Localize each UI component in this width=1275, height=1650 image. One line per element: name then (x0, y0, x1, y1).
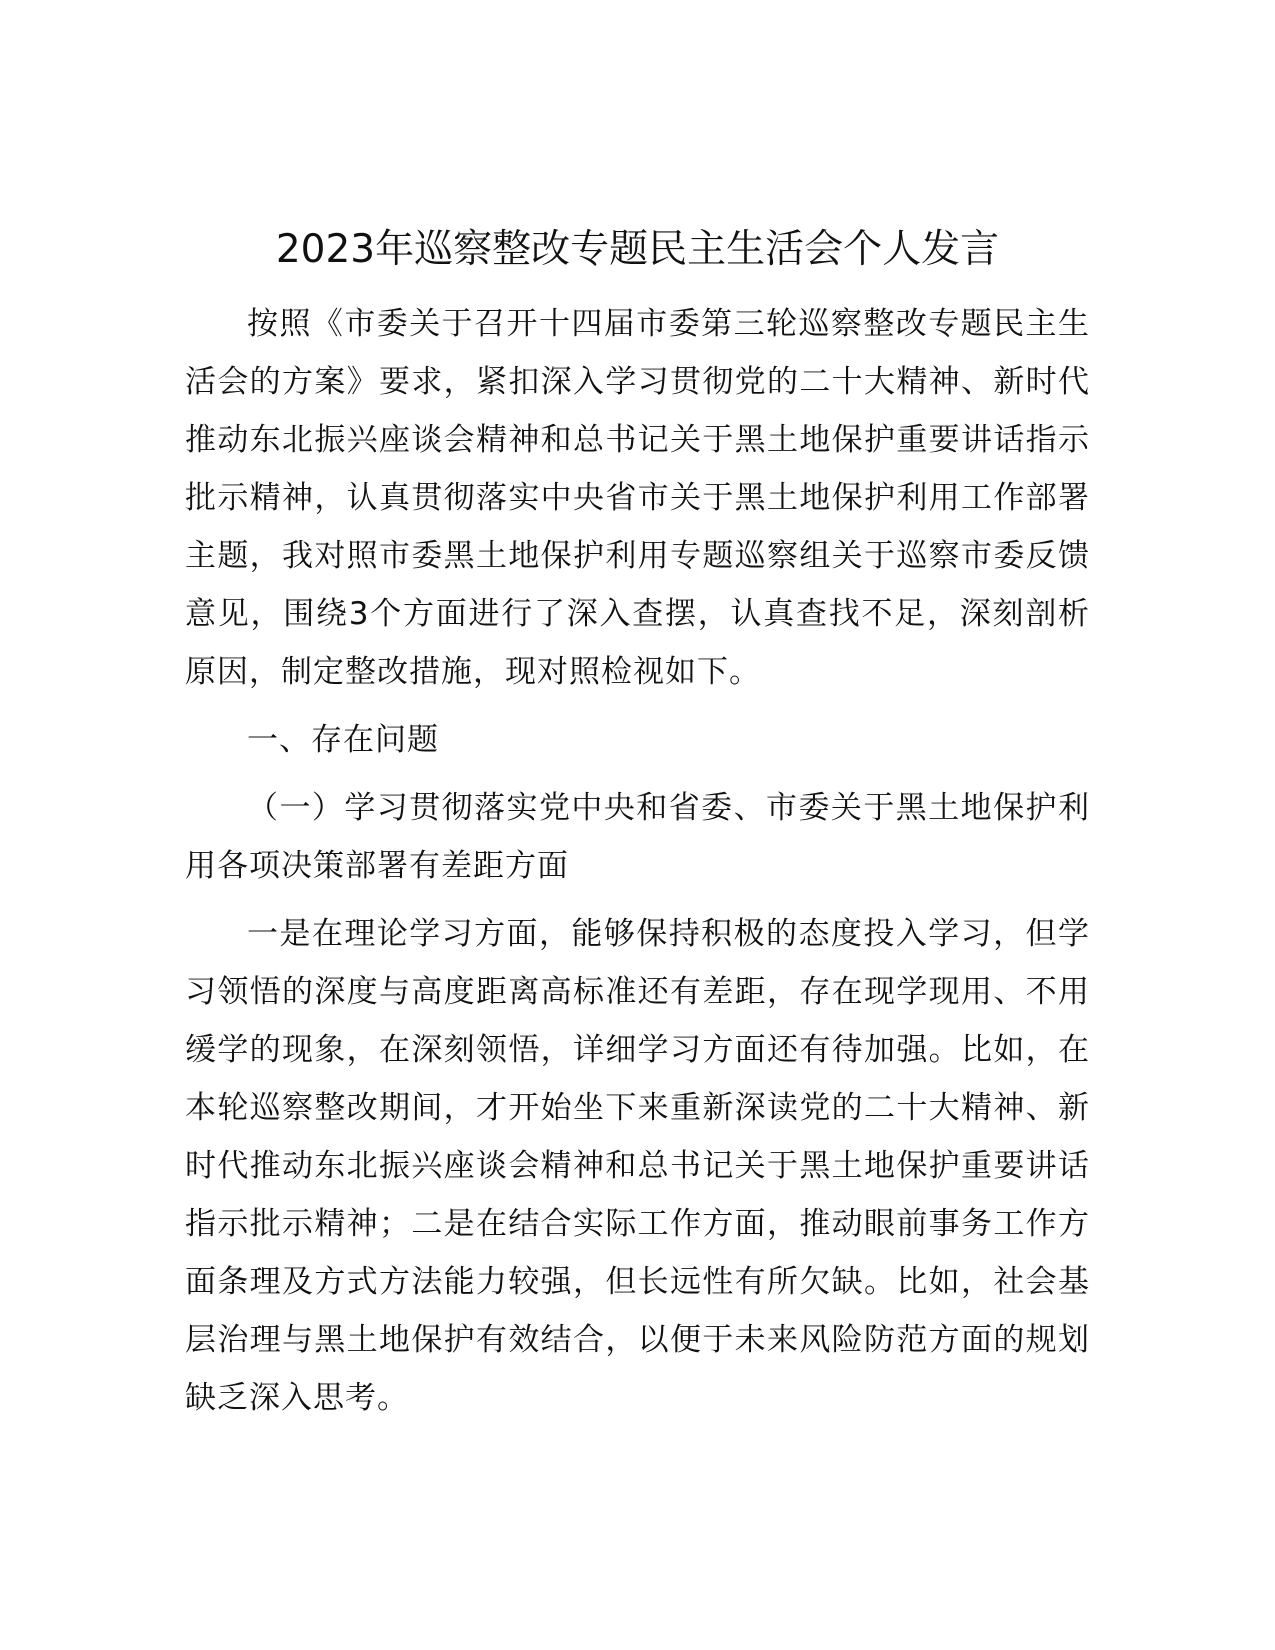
section-heading-problems: 一、存在问题 (247, 722, 439, 758)
subsection-1-paragraph: 一是在理论学习方面，能够保持积极的态度投入学习，但学习领悟的深度与高度距离高标准还有差距，存在现学现用、不用缓学的现象，在深刻领悟，详细学习方面还有待加强。比如，在本轮巡察整改期间，才开始坐下来重新深读党的二十大精神、新时代推动东北振兴座谈会精神和总书记关于黑土地保护重要讲话指示批示精神；二是在结合实际工作方面，推动眼前事务工作方面条理及方式方法能力较强，但长远性有所欠缺。比如，社会基层治理与黑土地保护有效结合，以便于未来风险防范方面的规划缺乏深入思考。 (185, 916, 1090, 1416)
document-body (185, 295, 1090, 1427)
document-title: 2023年巡察整改专题民主生活会个人发言 (275, 227, 1000, 272)
intro-paragraph: 按照《市委关于召开十四届市委第三轮巡察整改专题民主生活会的方案》要求，紧扣深入学习贯彻党的二十大精神、新时代推动东北振兴座谈会精神和总书记关于黑土地保护重要讲话指示批示精神，认真贯彻落实中央省市关于黑土地保护利用工作部署主题，我对照市委黑土地保护利用专题巡察组关于巡察市委反馈意见，围绕3个方面进行了深入查摆，认真查找不足，深刻剖析原因，制定整改措施，现对照检视如下。 (185, 306, 1090, 690)
subsection-heading-1: （一）学习贯彻落实党中央和省委、市委关于黑土地保护利用各项决策部署有差距方面 (185, 790, 1090, 884)
